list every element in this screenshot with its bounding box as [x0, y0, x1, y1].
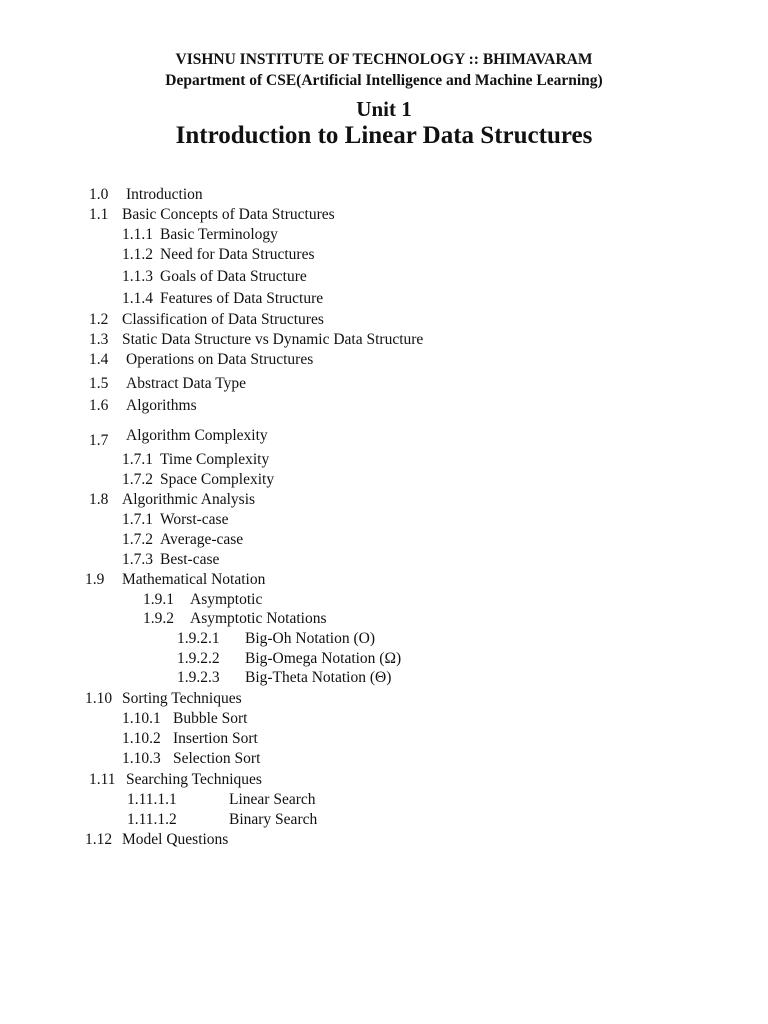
toc-item-title: Classification of Data Structures	[122, 311, 324, 328]
toc-item-number: 1.9.2.2	[177, 650, 220, 667]
toc-item-number: 1.9.2	[143, 610, 174, 627]
toc-item-title: Bubble Sort	[173, 710, 248, 727]
toc-item-number: 1.3	[89, 331, 109, 348]
page-title: Introduction to Linear Data Structures	[175, 122, 593, 149]
toc-item-number: 1.7.2	[122, 531, 153, 548]
toc-item-title: Big-Omega Notation (Ω)	[245, 650, 402, 667]
toc-item-number: 1.1	[89, 206, 109, 223]
toc-item-title: Mathematical Notation	[122, 571, 266, 588]
toc-item-title: Asymptotic	[190, 591, 263, 608]
toc-item-number: 1.6	[89, 397, 109, 414]
toc-item-number: 1.7.1	[122, 511, 153, 528]
toc-item-number: 1.2	[89, 311, 109, 328]
toc-item-number: 1.10.3	[122, 750, 161, 767]
toc-item-title: Algorithms	[126, 397, 197, 414]
toc-item-title: Goals of Data Structure	[160, 268, 307, 285]
toc-item-number: 1.1.1	[122, 226, 153, 243]
toc-item-number: 1.8	[89, 491, 109, 508]
toc-item-title: Time Complexity	[160, 451, 270, 468]
toc-item-title: Best-case	[160, 551, 220, 568]
toc-item-number: 1.4	[89, 351, 109, 368]
toc-item-title: Algorithmic Analysis	[122, 491, 256, 508]
unit-heading: Unit 1	[356, 97, 412, 121]
institute-name: VISHNU INSTITUTE OF TECHNOLOGY :: BHIMAVARAM	[175, 51, 593, 68]
toc-item-title: Space Complexity	[160, 471, 275, 488]
toc-item-title: Linear Search	[229, 791, 316, 808]
toc-item-number: 1.12	[85, 831, 113, 848]
toc-item-title: Big-Oh Notation (O)	[245, 630, 376, 647]
toc-item-title: Big-Theta Notation (Θ)	[245, 669, 392, 686]
toc-item-title: Selection Sort	[173, 750, 261, 767]
toc-item-number: 1.7.1	[122, 451, 153, 468]
toc-item-title: Algorithm Complexity	[126, 427, 268, 444]
toc-item-title: Sorting Techniques	[122, 690, 242, 707]
toc-item-number: 1.9.2.1	[177, 630, 220, 647]
department-name: Department of CSE(Artificial Intelligence and Machine Learning)	[165, 72, 603, 89]
toc-item-title: Model Questions	[122, 831, 229, 848]
toc-item-title: Average-case	[160, 531, 244, 548]
toc-item-number: 1.10	[85, 690, 113, 707]
toc-item-title: Worst-case	[160, 511, 229, 528]
toc-item-number: 1.10.1	[122, 710, 161, 727]
toc-item-title: Operations on Data Structures	[126, 351, 314, 368]
toc-item-title: Abstract Data Type	[126, 375, 247, 392]
toc-item-number: 1.1.3	[122, 268, 153, 285]
toc-item-title: Static Data Structure vs Dynamic Data Structure	[122, 331, 424, 348]
toc-item-number: 1.11.1.2	[127, 811, 177, 828]
toc-item-title: Basic Concepts of Data Structures	[122, 206, 335, 223]
toc-item-title: Basic Terminology	[160, 226, 278, 243]
toc-item-number: 1.11	[89, 771, 116, 788]
toc-item-number: 1.10.2	[122, 730, 161, 747]
toc-item-title: Asymptotic Notations	[190, 610, 327, 627]
toc-item-number: 1.9.1	[143, 591, 174, 608]
toc-item-title: Insertion Sort	[173, 730, 258, 747]
toc-item-title: Introduction	[126, 186, 203, 203]
toc-item-title: Features of Data Structure	[160, 290, 324, 307]
toc-item-number: 1.7.3	[122, 551, 153, 568]
toc-item-number: 1.0	[89, 186, 109, 203]
toc-item-number: 1.5	[89, 375, 109, 392]
toc-item-number: 1.7	[89, 432, 109, 449]
toc-item-title: Searching Techniques	[126, 771, 262, 788]
toc-item-number: 1.7.2	[122, 471, 153, 488]
toc-item-number: 1.1.4	[122, 290, 153, 307]
toc-item-number: 1.9.2.3	[177, 669, 220, 686]
toc-item-number: 1.1.2	[122, 246, 153, 263]
toc-item-title: Need for Data Structures	[160, 246, 315, 263]
toc-item-number: 1.11.1.1	[127, 791, 177, 808]
toc-item-title: Binary Search	[229, 811, 318, 828]
toc-item-number: 1.9	[85, 571, 105, 588]
